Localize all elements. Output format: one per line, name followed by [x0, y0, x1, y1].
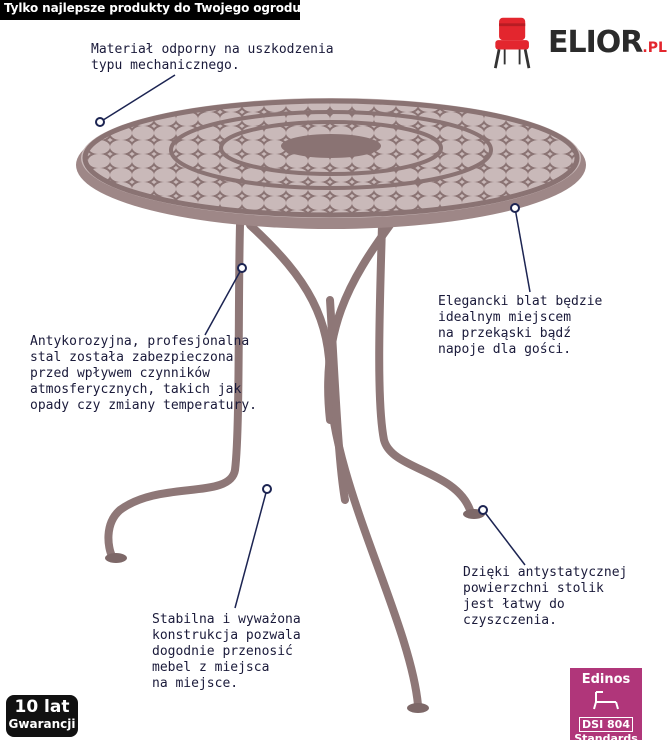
marker-dot: [95, 117, 105, 127]
header-tagline: Tylko najlepsze produkty do Twojego ogrodu.: [4, 1, 306, 15]
marker-dot: [237, 263, 247, 273]
cert-code: DSI 804: [579, 717, 633, 732]
marker-dot: [262, 484, 272, 494]
cert-label: Standards: [574, 732, 638, 745]
guarantee-badge: [6, 695, 78, 737]
chair-outline-icon: [591, 690, 621, 710]
cert-brand: Edinos: [581, 672, 631, 687]
guarantee-years: 10 lat: [14, 697, 70, 717]
callout-cleaning: Dzięki antystatycznej powierzchni stolik jest łatwy do czyszczenia.: [463, 565, 628, 628]
brand-name: ELIOR: [548, 25, 643, 60]
marker-dot: [510, 203, 520, 213]
brand-suffix: .PL: [642, 40, 667, 56]
callout-tabletop: Elegancki blat będzie idealnym miejscem na przekąski bądź napoje dla gości.: [438, 294, 603, 357]
guarantee-label: Gwarancji: [8, 717, 76, 731]
callout-material: Materiał odporny na uszkodzenia typu mechanicznego.: [91, 42, 334, 73]
edinos-standards-badge: [570, 668, 642, 745]
callout-steel: Antykorozyjna, profesjonalna stal została zabezpieczona przed wpływem czynników atmosferycznych, takich jak opady czy zmiany temperatury.: [30, 334, 257, 413]
callout-stability: Stabilna i wyważona konstrukcja pozwala dogodnie przenosić mebel z miejsca na miejsce.: [152, 612, 301, 691]
marker-dot: [478, 505, 488, 515]
